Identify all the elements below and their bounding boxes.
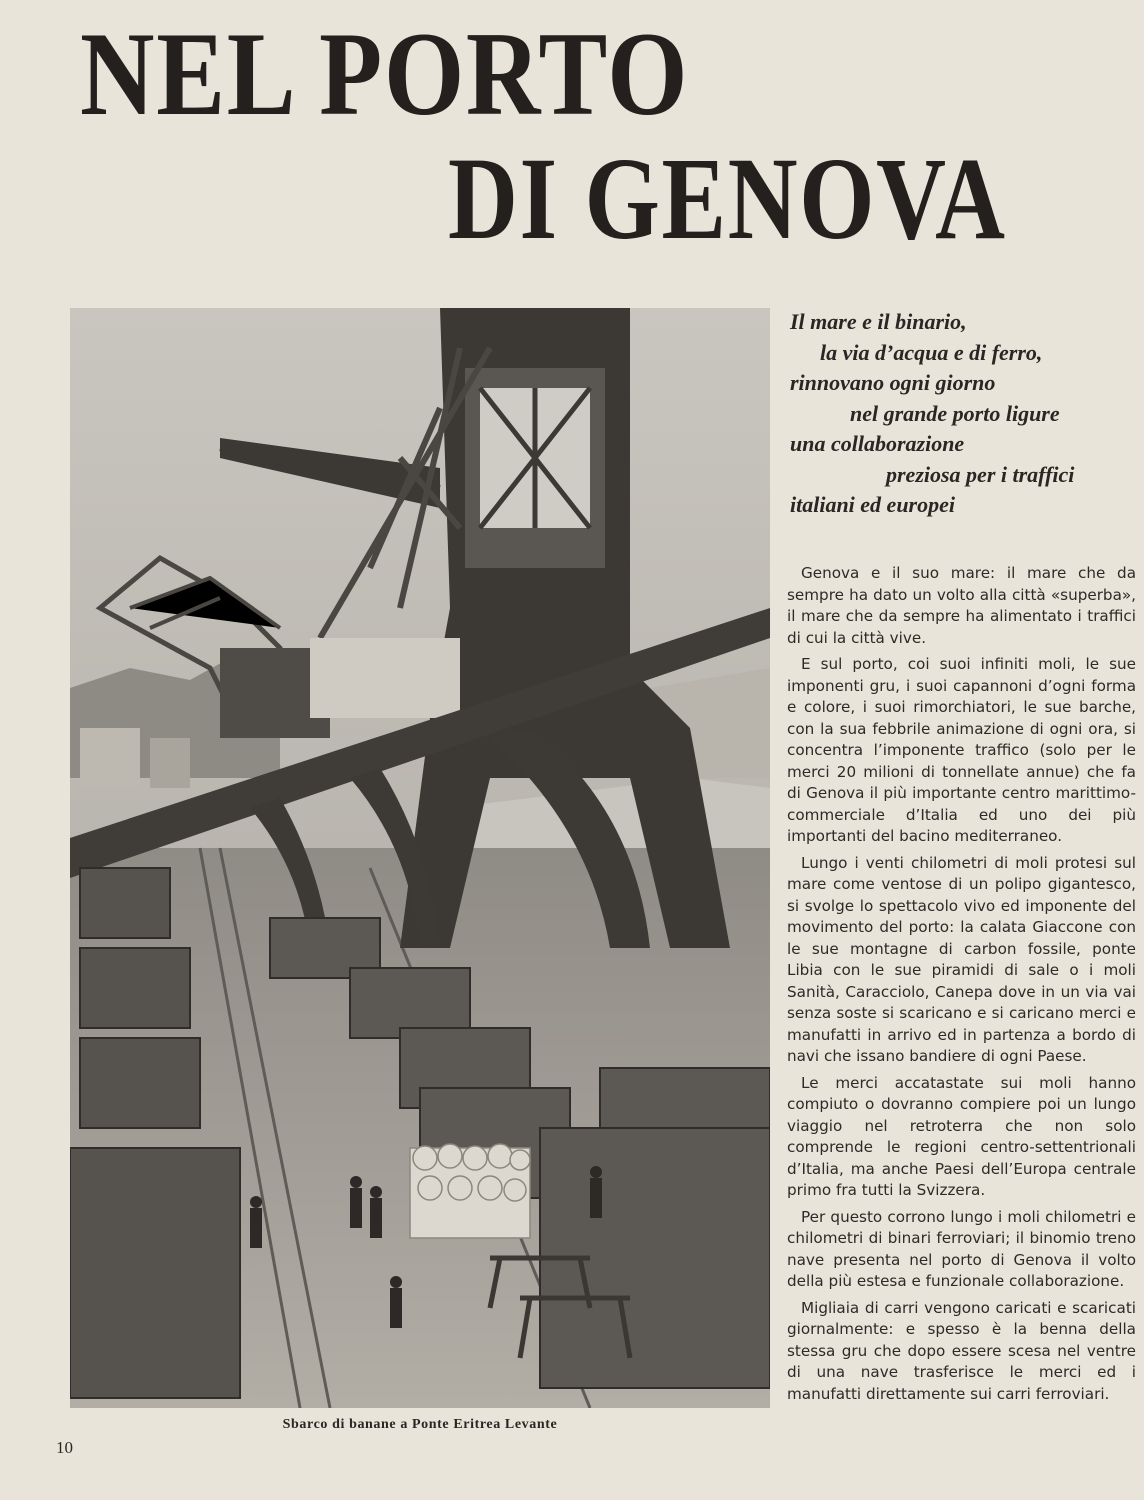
page-number: 10 bbox=[56, 1438, 73, 1457]
subtitle-line: italiani ed europei bbox=[790, 492, 955, 517]
subtitle-line: la via d’acqua e di ferro, bbox=[820, 339, 1043, 365]
subtitle-line: rinnovano ogni giorno bbox=[790, 370, 996, 395]
headline-line-2: DI GENOVA bbox=[448, 133, 1007, 264]
subtitle-line: Il mare e il binario, bbox=[790, 309, 967, 334]
body-paragraph: E sul porto, coi suoi infiniti moli, le sue imponenti gru, i suoi capannoni d’ogni forma e colore, i suoi rimorchiatori, le sue barche, con la sua febbrile animazione di ogni ora, si concentra l’imponente traffico (solo per le merci 20 milioni di tonnellate annue) che fa di Genova il più importante centro marittimo-commerciale d’Italia ed uno dei più importanti del bacino mediterraneo. bbox=[787, 655, 1136, 845]
article-body bbox=[787, 563, 1136, 1410]
body-paragraph: Genova e il suo mare: il mare che da sempre ha dato un volto alla città «superba», il mare che da sempre ha alimentato i traffici di cui la città vive. bbox=[787, 564, 1136, 647]
headline-line-1: NEL PORTO bbox=[80, 7, 690, 140]
subtitle-line: nel grande porto ligure bbox=[850, 400, 1060, 426]
body-paragraph: Lungo i venti chilometri di moli protesi sul mare come ventose di un polipo gigantesco, si svolge lo spettacolo vivo ed imponente del movimento del porto: la calata Giaccone con le sue montagne di carbon fossile, ponte Libia con le sue piramidi di sale o i moli Sanità, Caracciolo, Canepa dove in un via vai senza soste si scaricano e si caricano merci e manufatti in arrivo ed in partenza a bordo di navi che issano bandiere di ogni Paese. bbox=[787, 853, 1136, 1065]
body-paragraph: Per questo corrono lungo i moli chilometri e chilometri di binari ferroviari; il binomio treno nave presenta nel porto di Genova il volto della più estesa e funzionale collaborazione. bbox=[787, 1207, 1136, 1290]
photo-caption: Sbarco di banane a Ponte Eritrea Levante bbox=[282, 1417, 558, 1432]
subtitle-line: preziosa per i traffici bbox=[886, 461, 1075, 487]
subtitle-block bbox=[790, 307, 1140, 521]
body-paragraph: Migliaia di carri vengono caricati e scaricati giornalmente: e spesso è la benna della stessa gru che dopo essere scesa nel ventre di una nave trasferisce le merci ed i manufatti direttamente sui carri ferroviari. bbox=[787, 1298, 1136, 1403]
port-photograph bbox=[70, 308, 770, 1408]
subtitle-line: una collaborazione bbox=[790, 431, 965, 456]
body-paragraph: Le merci accatastate sui moli hanno compiuto o dovranno compiere poi un lungo viaggio nel retroterra che non solo comprende le regioni centro-settentrionali d’Italia, ma anche Paesi dell’Europa centrale primo fra tutti la Svizzera. bbox=[787, 1073, 1136, 1199]
